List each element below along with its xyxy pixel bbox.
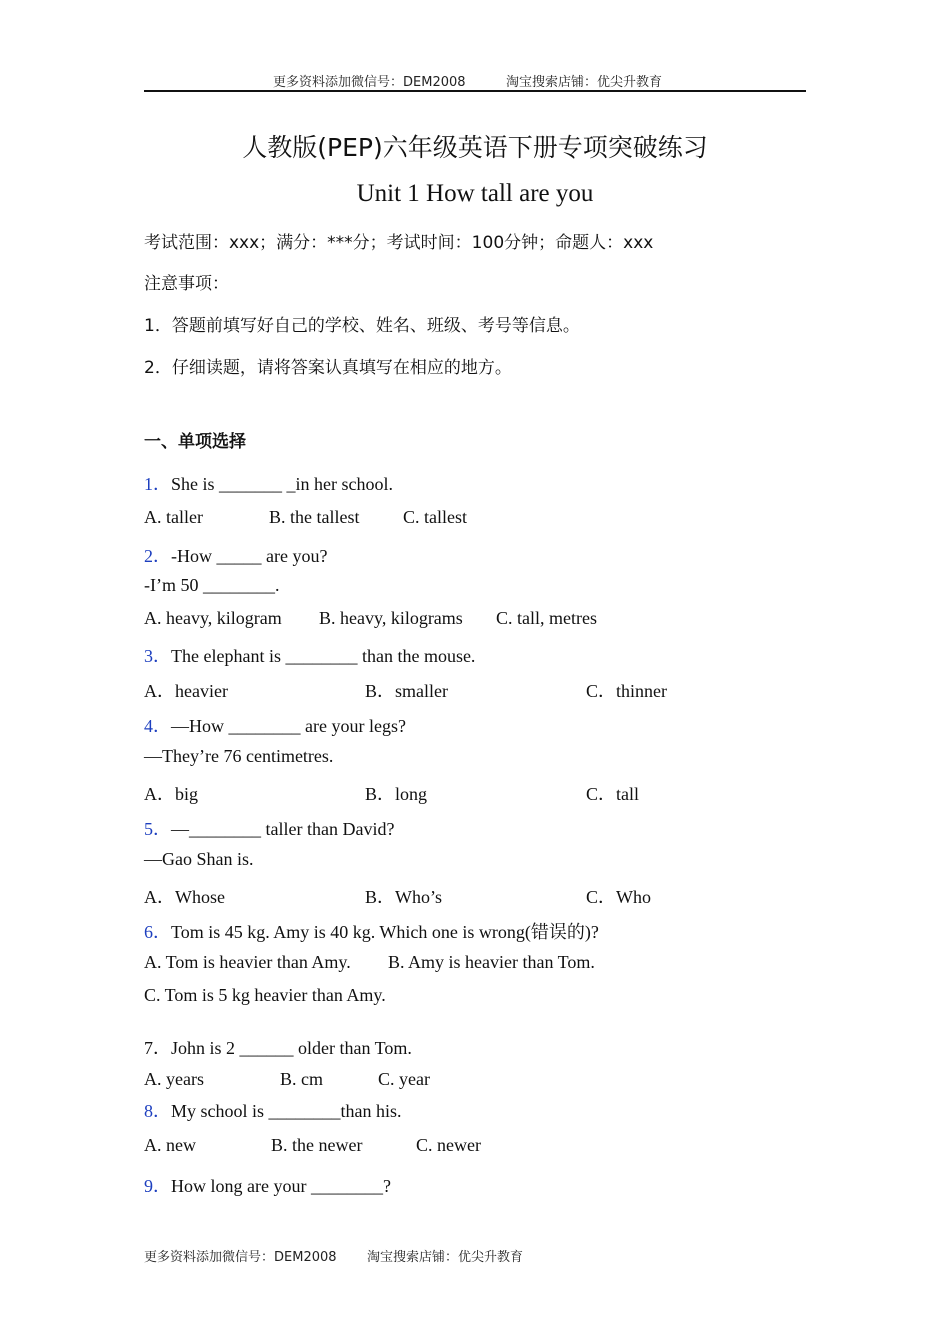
- question-1: [144, 470, 393, 496]
- option: B. Amy is heavier than Tom.: [388, 952, 595, 972]
- question-text: My school is ________than his.: [171, 1101, 402, 1121]
- question-5: [144, 815, 394, 841]
- question-7: [144, 1034, 412, 1060]
- option: C. tall, metres: [496, 608, 597, 628]
- page-subtitle: Unit 1 How tall are you: [356, 180, 594, 207]
- question-number: 9．: [144, 1176, 171, 1196]
- question-number: 6．: [144, 922, 171, 942]
- question-9: [144, 1172, 391, 1198]
- footer-wechat: 更多资料添加微信号：DEM2008: [144, 1250, 337, 1265]
- question-3: [144, 642, 475, 668]
- option: B．smaller: [365, 681, 448, 701]
- footer-shop: 淘宝搜索店铺：优尖升教育: [367, 1250, 524, 1265]
- question-number: 8．: [144, 1101, 171, 1121]
- section-heading: 一、单项选择: [144, 432, 246, 452]
- option: A. Tom is heavier than Amy.: [144, 952, 351, 972]
- question-number: 5．: [144, 819, 171, 839]
- question-text: John is 2 ______ older than Tom.: [171, 1038, 412, 1058]
- option: C. year: [378, 1069, 430, 1089]
- question-text: The elephant is ________ than the mouse.: [171, 646, 476, 666]
- option: A. taller: [144, 507, 203, 527]
- header-rule: [144, 90, 806, 92]
- page-title: 人教版(PEP)六年级英语下册专项突破练习: [242, 133, 708, 162]
- question-text: —________ taller than David?: [171, 819, 395, 839]
- option: B．Who’s: [365, 887, 443, 907]
- option: C. newer: [416, 1135, 481, 1155]
- question-4: [144, 712, 406, 738]
- question-line: —They’re 76 centimetres.: [144, 746, 334, 766]
- header-wechat: 更多资料添加微信号：DEM2008: [273, 75, 466, 90]
- question-line: -I’m 50 ________.: [144, 575, 280, 595]
- question-text: -How _____ are you?: [171, 546, 328, 566]
- question-text: She is _______ _in her school.: [171, 474, 393, 494]
- option: B. the tallest: [269, 507, 360, 527]
- question-text: How long are your ________?: [171, 1176, 391, 1196]
- question-number: 7．: [144, 1038, 171, 1058]
- exam-info: 考试范围：xxx；满分：***分；考试时间：100分钟；命题人：xxx: [144, 233, 654, 253]
- option: A. heavy, kilogram: [144, 608, 282, 628]
- header-shop: 淘宝搜索店铺：优尖升教育: [506, 75, 663, 90]
- question-number: 1．: [144, 474, 171, 494]
- option: A. years: [144, 1069, 204, 1089]
- question-8: [144, 1097, 402, 1123]
- option: B. the newer: [271, 1135, 363, 1155]
- note-item: 2．仔细读题，请将答案认真填写在相应的地方。: [144, 358, 512, 378]
- note-item: 1．答题前填写好自己的学校、姓名、班级、考号等信息。: [144, 316, 580, 336]
- option: B．long: [365, 784, 428, 804]
- option: B. heavy, kilograms: [319, 608, 463, 628]
- question-2: [144, 542, 327, 568]
- question-line: —Gao Shan is.: [144, 849, 254, 869]
- question-6: [144, 918, 599, 944]
- question-number: 4．: [144, 716, 171, 736]
- option: C．thinner: [586, 681, 667, 701]
- question-number: 2．: [144, 546, 171, 566]
- option: C. tallest: [403, 507, 467, 527]
- option: A．big: [144, 784, 198, 804]
- question-text: —How ________ are your legs?: [171, 716, 406, 736]
- question-number: 3．: [144, 646, 171, 666]
- option: B. cm: [280, 1069, 323, 1089]
- option: C．Who: [586, 887, 651, 907]
- option: C．tall: [586, 784, 639, 804]
- option: A．heavier: [144, 681, 228, 701]
- option: C. Tom is 5 kg heavier than Amy.: [144, 985, 386, 1005]
- option: A．Whose: [144, 887, 225, 907]
- question-text: Tom is 45 kg. Amy is 40 kg. Which one is wrong(错误的)?: [171, 922, 599, 942]
- option: A. new: [144, 1135, 196, 1155]
- notes-heading: 注意事项：: [144, 274, 229, 294]
